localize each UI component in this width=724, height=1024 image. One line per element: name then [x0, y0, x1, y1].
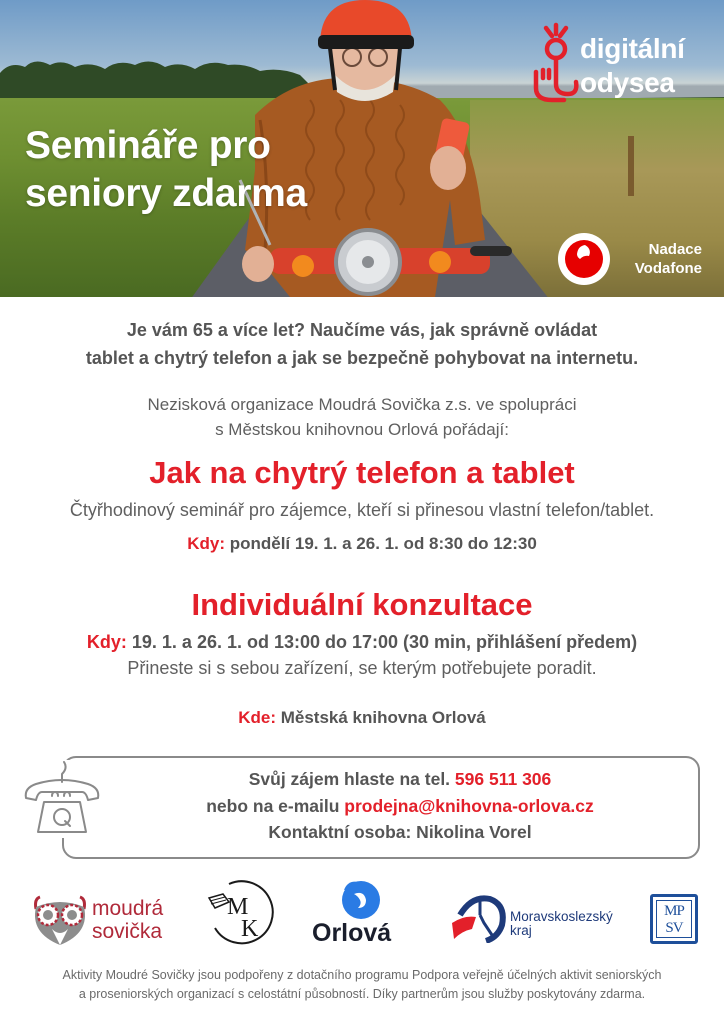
consultation-when-value: 19. 1. a 26. 1. od 13:00 do 17:00 (30 min, přihlášení předem) [126, 632, 638, 652]
owl-logo-line-1: moudrá [92, 897, 164, 920]
svg-text:K: K [241, 916, 259, 942]
email-prefix: nebo na e-mailu [206, 795, 345, 816]
contact-phone-line [110, 766, 690, 793]
moudra-sovicka-logo [92, 897, 163, 943]
mpsv-logo [656, 900, 692, 938]
location-value: Městská knihovna Orlová [276, 708, 486, 727]
intro-line-2: tablet a chytrý telefon a jak se bezpečně pohybovat na internetu. [85, 348, 639, 368]
organizer-line-2: s Městskou knihovnou Orlová pořádají: [215, 420, 509, 439]
brand-logo-line-1: digitální [580, 33, 685, 64]
vodafone-speechmark-icon [558, 233, 610, 285]
hero-title-line-1: Semináře pro [25, 124, 271, 167]
consultation-when-label: Kdy: [86, 632, 127, 652]
mpsv-emblem-icon [650, 894, 698, 944]
consultation-title: Individuální konzultace [191, 587, 533, 622]
phone-link[interactable]: 596 511 306 [454, 769, 552, 789]
contact-details [110, 766, 690, 846]
msk-logo-line-2: kraj [510, 923, 532, 938]
orlova-bird-icon [340, 878, 382, 920]
organizer-text [0, 392, 724, 442]
owl-icon [30, 893, 90, 947]
mpsv-line-1: MP [664, 903, 684, 919]
seminar-schedule [0, 532, 724, 556]
sponsor-logo-line-2: Vodafone [634, 260, 702, 277]
sponsor-logo-line-1: Nadace [648, 241, 702, 258]
location-label: Kde: [238, 708, 277, 727]
contact-email-line [110, 793, 690, 820]
email-link[interactable]: prodejna@knihovna-orlova.cz [344, 795, 594, 816]
intro-line-1: Je vám 65 a více let? Naučíme vás, jak správně ovládat [126, 320, 598, 340]
owl-logo-line-2: sovička [92, 920, 163, 943]
fence-post [628, 136, 634, 196]
hero-title-line-2: seniory zdarma [25, 172, 307, 215]
brand-logo-line-2: odysea [580, 67, 675, 98]
digitalni-odysea-logo [580, 32, 685, 100]
seminar-when-value: pondělí 19. 1. a 26. 1. od 8:30 do 12:30 [224, 534, 537, 553]
seminar-title: Jak na chytrý telefon a tablet [149, 455, 575, 490]
hero-title [25, 122, 307, 218]
footer-note [0, 966, 724, 1004]
phone-prefix: Svůj zájem hlaste na tel. [248, 769, 455, 789]
contact-person: Kontaktní osoba: Nikolina Vorel [268, 822, 532, 842]
consultation-schedule [0, 630, 724, 654]
mpsv-line-2: SV [665, 920, 683, 936]
consultation-description: Přineste si s sebou zařízení, se kterým potřebujete poradit. [127, 658, 597, 678]
seminar-when-label: Kdy: [187, 534, 225, 553]
seminar-description: Čtyřhodinový seminář pro zájemce, kteří si přinesou vlastní telefon/tablet. [69, 500, 655, 520]
intro-text [0, 316, 724, 372]
msk-logo-line-1: Moravskoslezský [510, 909, 613, 924]
book-monogram-icon [207, 880, 277, 946]
nadace-vodafone-logo [626, 240, 702, 278]
footer-line-1: Aktivity Moudré Sovičky jsou podpořeny z dotačního programu Podpora veřejně účelných aktivit seniorských [62, 968, 662, 982]
msk-emblem-icon [450, 893, 508, 943]
location [0, 706, 724, 730]
footer-line-2: a proseniorských organizací s celostátní působností. Díky partnerům jsou služby poskytovány zdarma. [78, 987, 646, 1001]
organizer-line-1: Nezisková organizace Moudrá Sovička z.s. ve spolupráci [147, 395, 577, 414]
moravskoslezsky-kraj-logo [510, 910, 613, 938]
svg-text:M: M [227, 894, 249, 920]
orlova-logo: Orlová [312, 919, 392, 947]
hero-banner [0, 0, 724, 297]
rotary-telephone-icon [22, 760, 102, 838]
